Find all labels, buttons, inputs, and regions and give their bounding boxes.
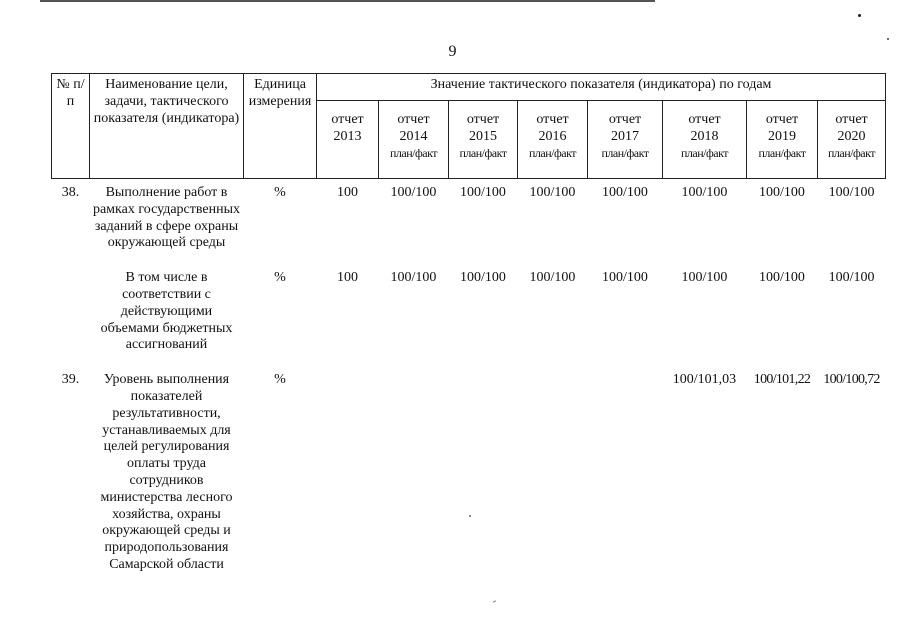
row-value: 100/101,03 [672, 372, 737, 388]
row-value: 100/100 [529, 185, 576, 200]
header-year-2020 [818, 101, 886, 179]
top-rule [40, 0, 655, 2]
row-value: 100/100 [759, 185, 805, 200]
header-year-label: отчет [397, 112, 430, 127]
header-year-2018 [663, 101, 747, 179]
header-year-value: 2017 [611, 128, 639, 144]
header-year-label: отчет [466, 112, 500, 127]
header-year-label: отчет [765, 112, 799, 127]
row-value: 100/100 [828, 270, 875, 286]
header-year-2015 [449, 101, 518, 179]
header-year-label: отчет [536, 112, 569, 127]
row-value: 100/100 [602, 185, 648, 200]
header-year-2019 [747, 101, 818, 179]
row-num [52, 266, 90, 358]
row-spacer [52, 256, 886, 266]
row-value: 100/101,22 [753, 372, 811, 388]
header-values-group: Значение тактического показателя (индикатора) по годам [317, 74, 886, 101]
header-year-2014 [379, 101, 449, 179]
row-value: 100 [337, 270, 358, 286]
scan-speck [493, 600, 496, 602]
page-number: 9 [448, 43, 457, 60]
row-value: 100/100 [828, 185, 875, 200]
header-unit: Единица измерения [244, 74, 317, 179]
row-value: 100/100 [460, 185, 506, 200]
row-value: 100/100 [602, 270, 648, 286]
row-name: Выполнение работ в рамках государственных заданий в сфере охраны окружающей среды [92, 185, 241, 251]
row-unit: % [274, 270, 286, 286]
row-unit: % [274, 372, 286, 388]
row-unit: % [274, 185, 286, 200]
header-year-sub: план/факт [389, 145, 437, 160]
header-year-label: отчет [835, 112, 868, 127]
header-year-label: отчет [608, 112, 642, 127]
row-value: 100/100 [681, 185, 728, 200]
row-value: 100/100,72 [823, 372, 880, 388]
scan-speck [858, 14, 861, 17]
table-body [52, 179, 886, 578]
header-year-value: 2019 [768, 128, 796, 144]
header-year-value: 2015 [469, 128, 497, 144]
header-num: № п/п [52, 74, 90, 179]
row-name: Уровень выполнения показателей результативности, устанавливаемых для целей регулирования оплаты труда сотрудников министерства лесного хозяйства, охраны окружающей среды и природопользования Самарской области [100, 372, 233, 572]
header-year-2013 [317, 101, 379, 179]
row-value: 100 [337, 185, 358, 200]
row-value [379, 368, 449, 578]
scan-speck [887, 38, 889, 40]
indicator-table [51, 73, 886, 578]
row-name: В том числе в соответствии с действующими объемами бюджетных ассигнований [100, 270, 233, 353]
row-value [317, 368, 379, 578]
header-year-sub: план/факт [828, 145, 876, 160]
header-year-2017 [588, 101, 663, 179]
row-value [518, 368, 588, 578]
table-row [52, 266, 886, 358]
header-year-sub: план/факт [459, 145, 507, 160]
header-year-value: 2016 [538, 128, 567, 144]
row-num: 38. [61, 185, 80, 200]
header-year-sub: план/факт [758, 145, 806, 160]
row-num: 39. [61, 372, 80, 388]
header-year-sub: план/факт [601, 145, 649, 160]
table-row [52, 368, 886, 578]
header-year-label: отчет [688, 112, 721, 127]
header-year-value: 2018 [690, 128, 719, 144]
row-value [449, 368, 518, 578]
table-header [52, 74, 886, 179]
table-row [52, 179, 886, 257]
header-name: Наименование цели, задачи, тактического показателя (индикатора) [90, 74, 244, 179]
row-value: 100/100 [759, 270, 805, 286]
header-year-value: 2014 [399, 128, 428, 144]
header-year-value: 2013 [333, 128, 362, 144]
row-value: 100/100 [681, 270, 728, 286]
header-year-value: 2020 [837, 128, 866, 144]
header-year-sub: план/факт [680, 145, 728, 160]
header-year-sub: план/факт [528, 145, 576, 160]
row-value: 100/100 [390, 270, 437, 286]
header-year-label: отчет [331, 112, 364, 127]
row-value [588, 368, 663, 578]
row-value: 100/100 [529, 270, 576, 286]
row-value: 100/100 [390, 185, 437, 200]
row-value: 100/100 [460, 270, 506, 286]
row-spacer [52, 358, 886, 368]
header-year-2016 [518, 101, 588, 179]
